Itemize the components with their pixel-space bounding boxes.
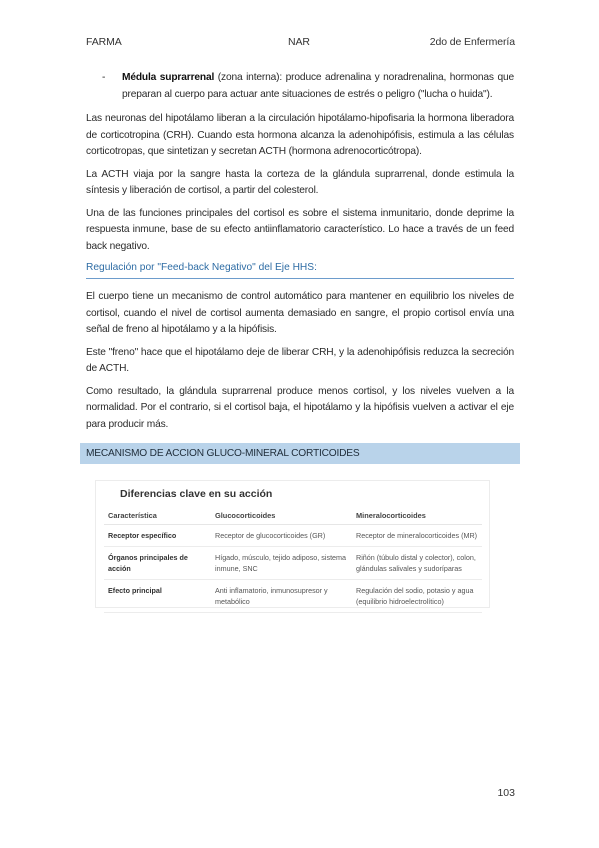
table-row <box>104 525 482 547</box>
body-content <box>86 70 514 439</box>
section-banner: MECANISMO DE ACCION GLUCO-MINERAL CORTICOIDES <box>80 443 520 464</box>
page-number: 103 <box>497 787 515 799</box>
bullet-rest: (zona interna): produce adrenalina y noradrenalina, hormonas que preparan al cuerpo para actuar ante situaciones de estrés o peligro ("lucha o huida"). <box>122 72 514 100</box>
paragraph: Una de las funciones principales del cortisol es sobre el sistema inmunitario, donde deprime la respuesta inmune, base de su efecto antiinflamatorio característico. Lo hace a través de un feed back negativo. <box>86 207 514 252</box>
table-cell: Hígado, músculo, tejido adiposo, sistema inmune, SNC <box>211 547 352 580</box>
bullet-bold-term: Médula suprarrenal <box>122 72 215 83</box>
paragraph: Como resultado, la glándula suprarrenal produce menos cortisol, y los niveles vuelven a la normalidad. Por el contrario, si el cortisol baja, el hipotálamo y la hipófisis vuelven a activar el eje para producir más. <box>86 385 514 430</box>
table-header-cell: Característica <box>104 507 211 525</box>
paragraph: Este "freno" hace que el hipotálamo deje de liberar CRH, y la adenohipófisis reduzca la secreción de ACTH. <box>86 346 514 374</box>
header-left: FARMA <box>86 36 122 48</box>
table-row-label: Órganos principales de acción <box>104 547 211 580</box>
table-row <box>104 580 482 613</box>
paragraph: Las neuronas del hipotálamo liberan a la circulación hipotálamo-hipofisaria la hormona liberadora de corticotropina (CRH). Cuando esta hormona alcanza la adenohipófisis, estimula a las células corticotropas, que sintetizan y secretan ACTH (hormona adrenocorticótropa). <box>86 113 514 157</box>
table-cell: Receptor de mineralocorticoides (MR) <box>352 525 482 547</box>
table-cell: Anti inflamatorio, inmunosupresor y metabólico <box>211 580 352 613</box>
paragraph: El cuerpo tiene un mecanismo de control automático para mantener en equilibrio los niveles de cortisol, cuando el nivel de cortisol aumenta demasiado en sangre, el propio cortisol envía una señal de freno al hipotálamo y a la hipófisis. <box>86 291 514 335</box>
table-title: Diferencias clave en su acción <box>120 488 273 500</box>
table-row-label: Receptor específico <box>104 525 211 547</box>
comparison-table <box>104 507 482 613</box>
paragraph: La ACTH viaja por la sangre hasta la corteza de la glándula suprarrenal, donde estimula la síntesis y liberación de cortisol, a partir del colesterol. <box>86 168 514 196</box>
header-right: 2do de Enfermería <box>429 36 515 48</box>
bullet-text <box>122 70 514 103</box>
table-cell: Riñón (túbulo distal y colector), colon, glándulas salivales y sudoríparas <box>352 547 482 580</box>
table-header-cell: Mineralocorticoides <box>352 507 482 525</box>
bullet-dash: - <box>102 72 106 83</box>
section-subheading: Regulación por "Feed-back Negativo" del Eje HHS: <box>86 261 514 279</box>
table-cell: Regulación del sodio, potasio y agua (equilibrio hidroelectrolítico) <box>352 580 482 613</box>
table-cell: Receptor de glucocorticoides (GR) <box>211 525 352 547</box>
table-row-label: Efecto principal <box>104 580 211 613</box>
table-header-row <box>104 507 482 525</box>
table-row <box>104 547 482 580</box>
table-header-cell: Glucocorticoides <box>211 507 352 525</box>
header-center: NAR <box>288 36 310 48</box>
comparison-table-image <box>95 480 490 608</box>
bullet-item <box>86 70 514 103</box>
